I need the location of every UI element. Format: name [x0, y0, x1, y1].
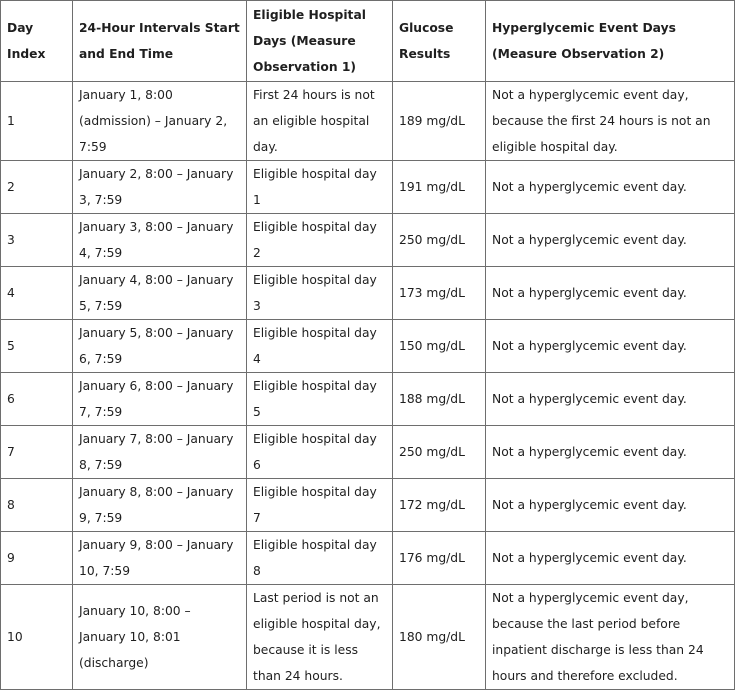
header-hyperglycemic-days: Hyperglycemic Event Days (Measure Observation 2)	[486, 1, 735, 82]
cell-day-index: 8	[1, 479, 73, 532]
cell-hyperglycemic-event: Not a hyperglycemic event day.	[486, 479, 735, 532]
cell-eligible-day: Eligible hospital day 3	[247, 267, 393, 320]
cell-hyperglycemic-event: Not a hyperglycemic event day.	[486, 320, 735, 373]
table-row	[1, 426, 735, 479]
table-row	[1, 267, 735, 320]
header-eligible-days: Eligible Hospital Days (Measure Observation 1)	[247, 1, 393, 82]
table-row	[1, 373, 735, 426]
cell-eligible-day: Eligible hospital day 1	[247, 161, 393, 214]
cell-hyperglycemic-event: Not a hyperglycemic event day.	[486, 426, 735, 479]
cell-day-index: 4	[1, 267, 73, 320]
header-interval-time: 24-Hour Intervals Start and End Time	[73, 1, 247, 82]
cell-eligible-day: Eligible hospital day 8	[247, 532, 393, 585]
cell-hyperglycemic-event: Not a hyperglycemic event day, because the last period before inpatient discharge is less than 24 hours and therefore excluded.	[486, 585, 735, 690]
cell-hyperglycemic-event: Not a hyperglycemic event day.	[486, 161, 735, 214]
table-row	[1, 320, 735, 373]
table-row	[1, 82, 735, 161]
table-header-row	[1, 1, 735, 82]
cell-interval-time: January 7, 8:00 – January 8, 7:59	[73, 426, 247, 479]
cell-interval-time: January 2, 8:00 – January 3, 7:59	[73, 161, 247, 214]
table-row	[1, 161, 735, 214]
cell-interval-time: January 9, 8:00 – January 10, 7:59	[73, 532, 247, 585]
cell-glucose-result: 150 mg/dL	[393, 320, 486, 373]
cell-glucose-result: 250 mg/dL	[393, 214, 486, 267]
cell-day-index: 10	[1, 585, 73, 690]
cell-interval-time: January 4, 8:00 – January 5, 7:59	[73, 267, 247, 320]
cell-eligible-day: Eligible hospital day 7	[247, 479, 393, 532]
cell-hyperglycemic-event: Not a hyperglycemic event day.	[486, 214, 735, 267]
cell-hyperglycemic-event: Not a hyperglycemic event day.	[486, 532, 735, 585]
cell-hyperglycemic-event: Not a hyperglycemic event day.	[486, 373, 735, 426]
cell-eligible-day: Eligible hospital day 2	[247, 214, 393, 267]
cell-day-index: 5	[1, 320, 73, 373]
table-row	[1, 585, 735, 690]
cell-interval-time: January 3, 8:00 – January 4, 7:59	[73, 214, 247, 267]
cell-glucose-result: 180 mg/dL	[393, 585, 486, 690]
header-glucose-results: Glucose Results	[393, 1, 486, 82]
cell-glucose-result: 172 mg/dL	[393, 479, 486, 532]
table-row	[1, 214, 735, 267]
header-day-index: Day Index	[1, 1, 73, 82]
table-row	[1, 479, 735, 532]
cell-interval-time: January 10, 8:00 – January 10, 8:01 (discharge)	[73, 585, 247, 690]
cell-hyperglycemic-event: Not a hyperglycemic event day.	[486, 267, 735, 320]
cell-eligible-day: Last period is not an eligible hospital day, because it is less than 24 hours.	[247, 585, 393, 690]
cell-day-index: 2	[1, 161, 73, 214]
cell-eligible-day: Eligible hospital day 6	[247, 426, 393, 479]
cell-glucose-result: 173 mg/dL	[393, 267, 486, 320]
cell-glucose-result: 250 mg/dL	[393, 426, 486, 479]
cell-eligible-day: Eligible hospital day 4	[247, 320, 393, 373]
cell-day-index: 3	[1, 214, 73, 267]
cell-day-index: 1	[1, 82, 73, 161]
cell-interval-time: January 8, 8:00 – January 9, 7:59	[73, 479, 247, 532]
cell-day-index: 7	[1, 426, 73, 479]
cell-interval-time: January 5, 8:00 – January 6, 7:59	[73, 320, 247, 373]
cell-day-index: 6	[1, 373, 73, 426]
table-row	[1, 532, 735, 585]
cell-glucose-result: 189 mg/dL	[393, 82, 486, 161]
cell-glucose-result: 191 mg/dL	[393, 161, 486, 214]
cell-interval-time: January 6, 8:00 – January 7, 7:59	[73, 373, 247, 426]
cell-day-index: 9	[1, 532, 73, 585]
cell-glucose-result: 188 mg/dL	[393, 373, 486, 426]
cell-eligible-day: Eligible hospital day 5	[247, 373, 393, 426]
cell-glucose-result: 176 mg/dL	[393, 532, 486, 585]
cell-eligible-day: First 24 hours is not an eligible hospital day.	[247, 82, 393, 161]
cell-interval-time: January 1, 8:00 (admission) – January 2, 7:59	[73, 82, 247, 161]
cell-hyperglycemic-event: Not a hyperglycemic event day, because the first 24 hours is not an eligible hospital day.	[486, 82, 735, 161]
